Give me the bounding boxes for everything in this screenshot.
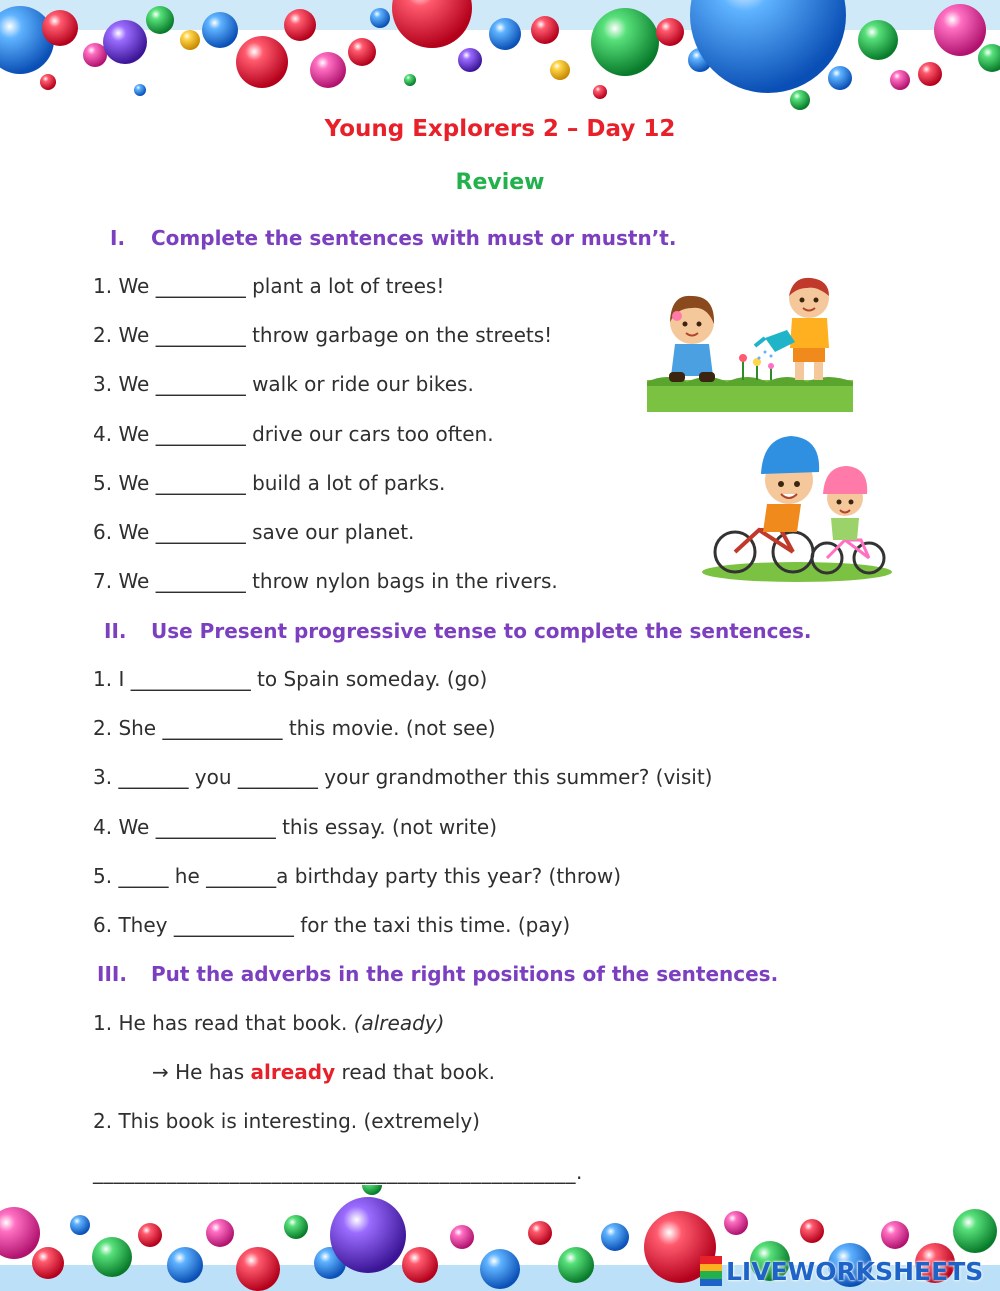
section-3-item-2: 2. This book is interesting. (extremely)	[93, 1109, 480, 1133]
section-2-item-3: 3. _______ you ________ your grandmother this summer? (visit)	[93, 765, 713, 789]
example-answer-end: read that book.	[335, 1060, 496, 1084]
section-1-item-3: 3. We _________ walk or ride our bikes.	[93, 372, 474, 396]
liveworksheets-logo[interactable]	[700, 1254, 995, 1288]
example-answer-start: → He has	[152, 1060, 251, 1084]
section-2-number: II.	[104, 619, 127, 643]
section-3-instruction: Put the adverbs in the right positions of the sentences.	[151, 962, 779, 986]
section-3-number: III.	[97, 962, 127, 986]
section-1-item-1: 1. We _________ plant a lot of trees!	[93, 274, 445, 298]
section-1-item-7: 7. We _________ throw nylon bags in the rivers.	[93, 569, 558, 593]
top-bubble-border	[0, 0, 1000, 112]
children-riding-bikes-icon	[697, 432, 892, 584]
section-2-instruction: Use Present progressive tense to complete the sentences.	[151, 619, 812, 643]
section-2-item-6: 6. They ____________ for the taxi this time. (pay)	[93, 913, 571, 937]
liveworksheets-logo-icon	[700, 1256, 722, 1286]
worksheet-title: Young Explorers 2 – Day 12	[324, 116, 676, 142]
example-adverb: (already)	[353, 1011, 445, 1035]
section-1-item-5: 5. We _________ build a lot of parks.	[93, 471, 446, 495]
section-1-item-6: 6. We _________ save our planet.	[93, 520, 415, 544]
section-3-example-sentence	[93, 1011, 444, 1035]
liveworksheets-logo-text: LIVEWORKSHEETS	[726, 1256, 984, 1286]
section-2-item-2: 2. She ____________ this movie. (not see)	[93, 716, 496, 740]
worksheet-subtitle: Review	[455, 170, 545, 195]
section-2-item-1: 1. I ____________ to Spain someday. (go)	[93, 667, 488, 691]
example-sentence-text: 1. He has read that book.	[93, 1011, 348, 1035]
section-1-number: I.	[110, 226, 126, 250]
section-3-answer-blank[interactable]: ______________________________________________.	[93, 1160, 583, 1184]
section-2-item-5: 5. _____ he _______a birthday party this year? (throw)	[93, 864, 622, 888]
section-1-instruction: Complete the sentences with must or mustn’t.	[151, 226, 677, 250]
section-3-example-answer	[152, 1060, 495, 1084]
section-1-item-4: 4. We _________ drive our cars too often.	[93, 422, 494, 446]
section-2-item-4: 4. We ____________ this essay. (not write)	[93, 815, 498, 839]
example-answer-adverb: already	[250, 1060, 336, 1084]
section-1-item-2: 2. We _________ throw garbage on the streets!	[93, 323, 553, 347]
children-planting-trees-icon	[647, 272, 853, 412]
